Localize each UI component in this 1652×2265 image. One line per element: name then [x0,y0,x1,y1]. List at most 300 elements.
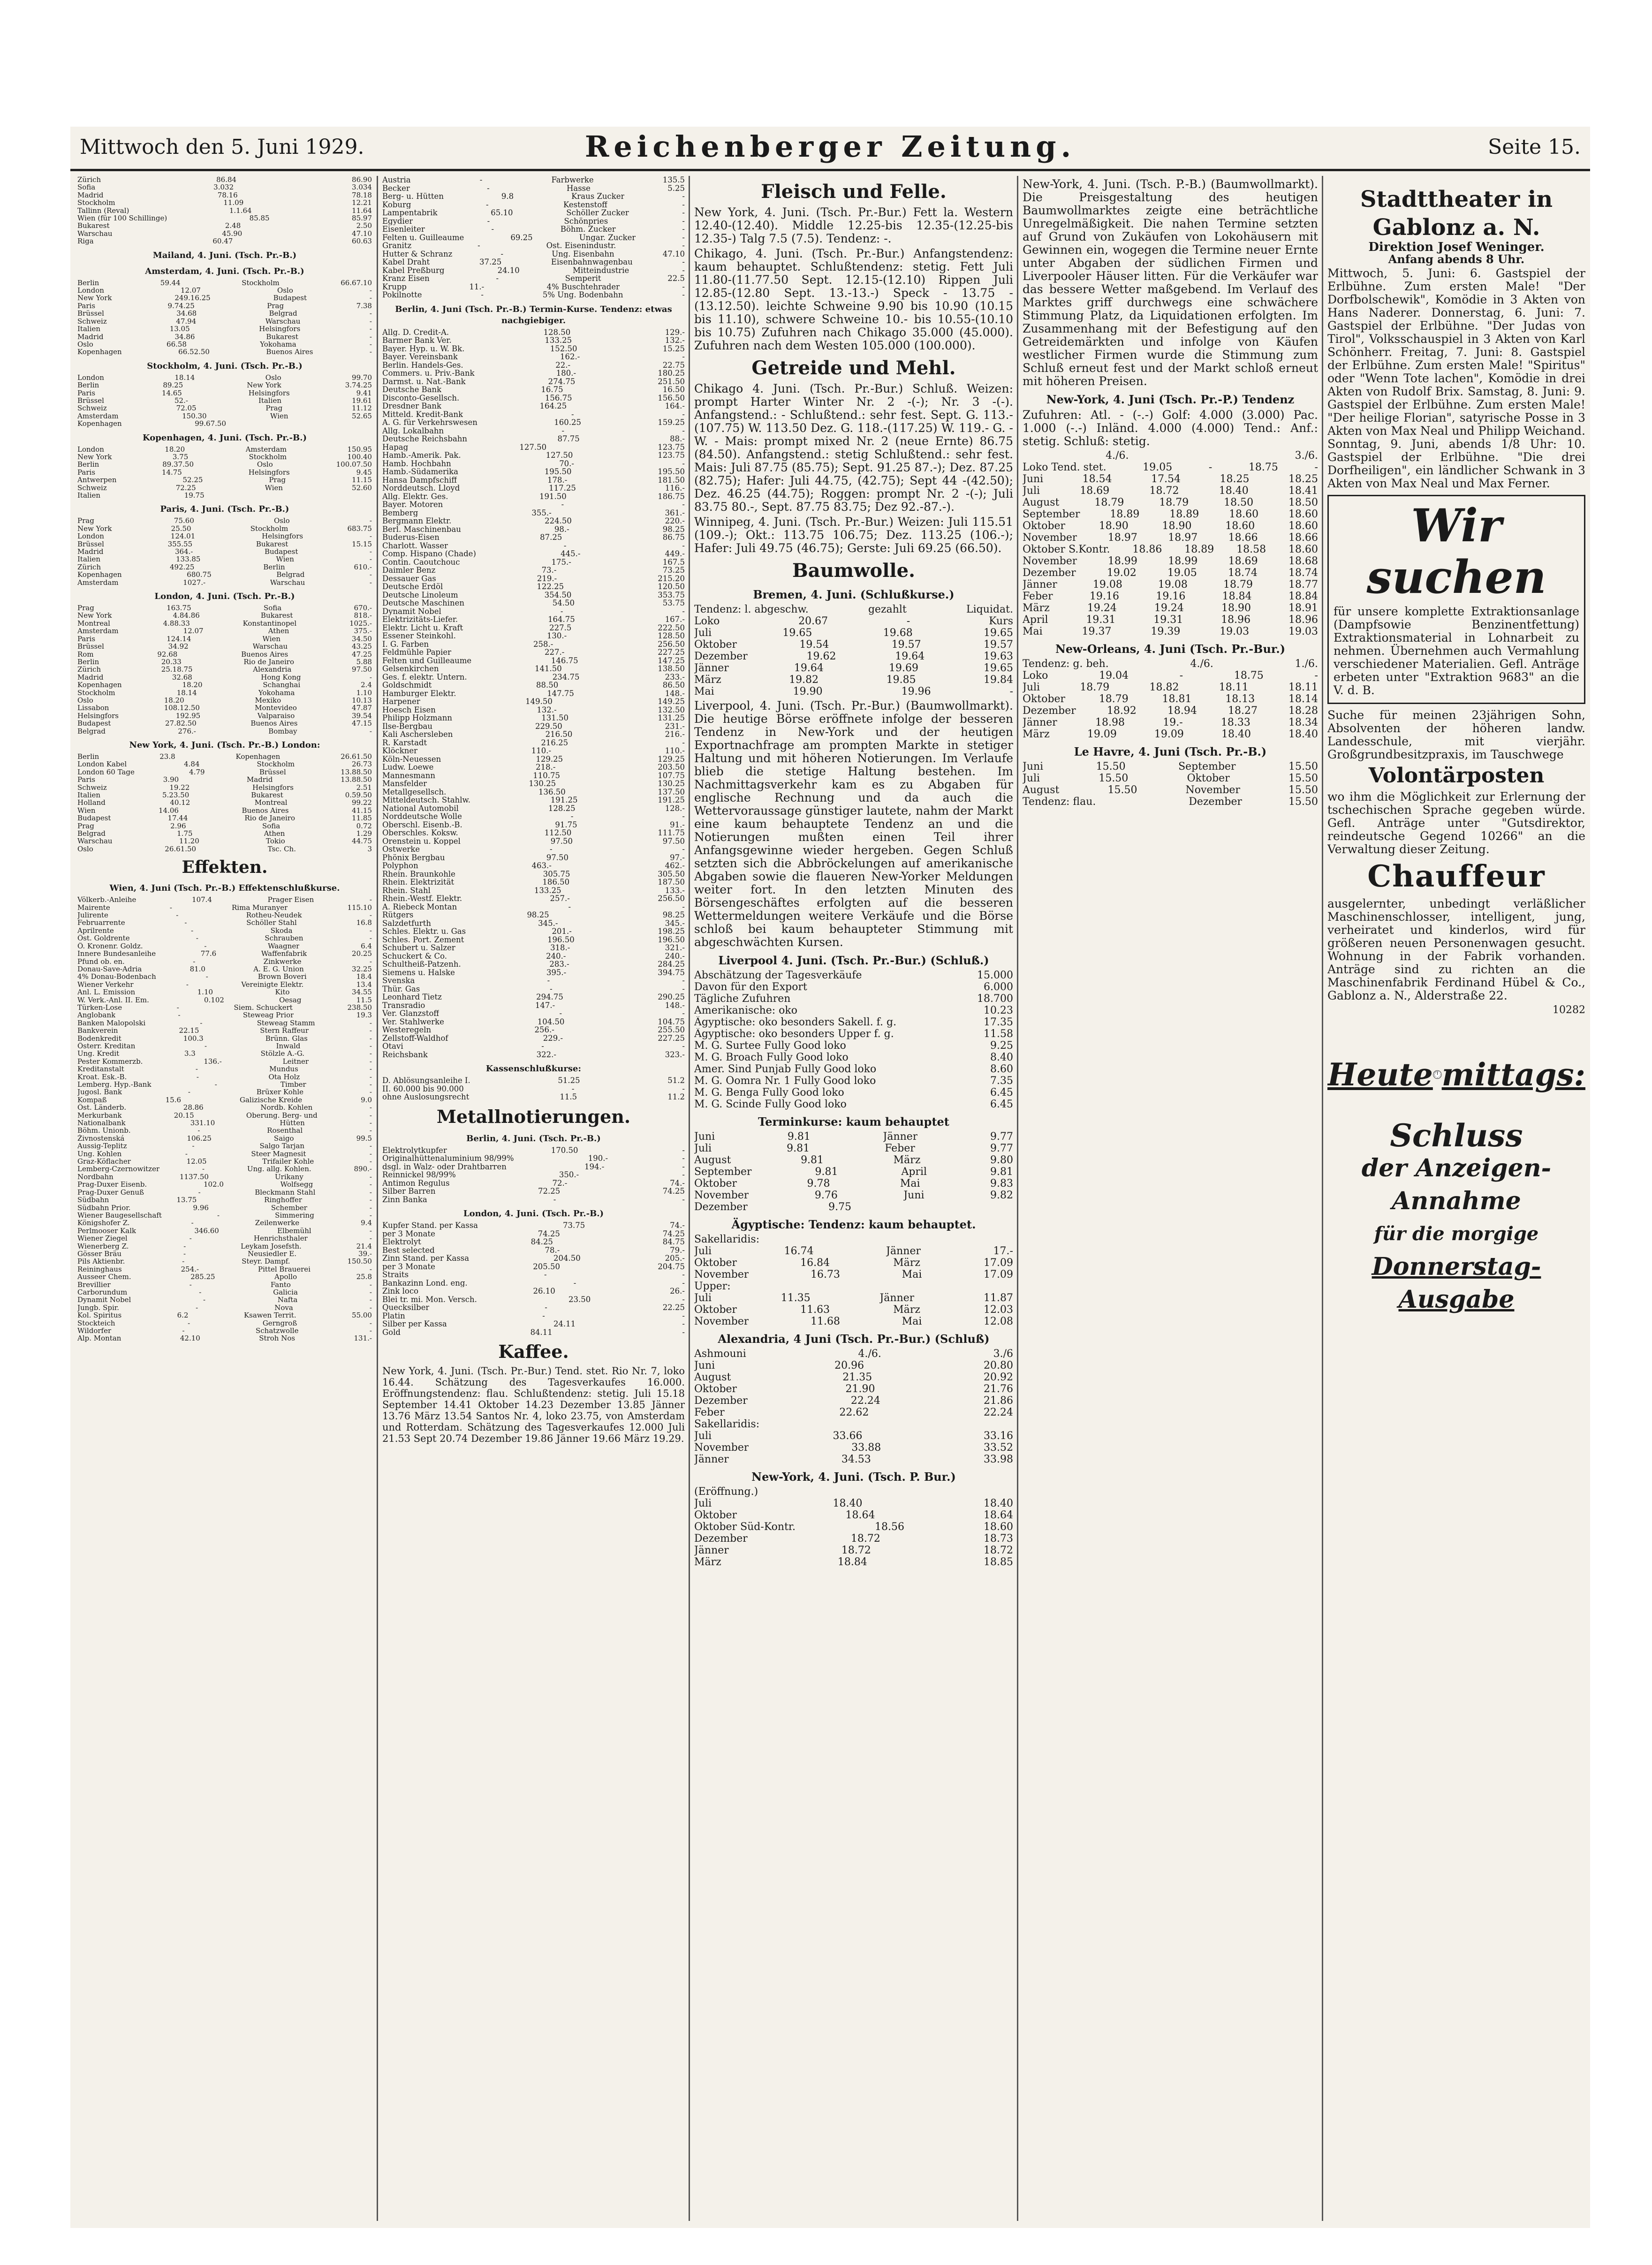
table-cell: New York [77,524,112,533]
table-cell: 19.65 [984,627,1013,639]
table-cell: 74.25 [662,1229,685,1238]
table-cell: 18.41 [1288,485,1318,497]
table-cell: Deutsche Erdöl [382,583,443,591]
table-row [382,242,685,250]
table-cell: 26.61.50 [165,845,197,853]
table-cell: 191.25 [658,796,685,804]
table-cell: 66.58 [167,340,187,348]
table-cell: Ägyptische: oko besonders Sakell. f. g. [694,1016,897,1028]
table-cell: Kupfer Stand. per Kassa [382,1221,478,1230]
table-cell: 52.65 [352,412,372,420]
table-cell: Ver. Stahlwerke [382,1017,444,1026]
table-cell: 18.20 [164,696,184,704]
ad-volontaer-text: wo ihm die Möglichkeit zur Erlernung der tschechischen Sprache gegeben würde. Gefl. Anträge unter "Gutsdirektor, reindeutsche Gegend 10266" an die Verwaltung dieser Zeitung. [1327,790,1585,856]
table-cell: D. Ablösungsanleihe I. [382,1076,470,1085]
table-row [1023,705,1318,717]
table-cell: 9.8 [501,192,514,201]
table-row [382,878,685,886]
table-cell: Steweag Stamm [257,1019,315,1027]
table-cell: - [682,410,685,418]
table-row [77,1050,372,1057]
table-cell: - [542,1311,545,1320]
table-cell: 11.2 [667,1093,685,1101]
table-cell: 680.75 [187,571,212,579]
table-row [382,386,685,394]
table-cell: 18.33 [1220,717,1250,728]
table-cell: Wien [77,806,96,815]
table-cell: - [682,1009,685,1018]
table-cell: 20.15 [174,1111,194,1120]
table-cell: Aprilrente [77,926,114,935]
table-cell: Bayer. Hyp. u. W. Bk. [382,344,465,353]
ny-cotton-header [1023,450,1318,462]
table-cell: Farbwerke [551,176,594,184]
table-cell: - [191,1219,194,1227]
table-cell: 132.50 [658,705,685,714]
table-cell: Ausseer Chem. [77,1273,131,1281]
table-row [694,1131,1013,1143]
table-cell: Harpener [382,697,420,706]
theatre-title: Stadttheater in Gablonz a. N. [1360,186,1553,241]
table-cell: 128.50 [658,632,685,640]
table-cell: Antimon Regulus [382,1179,450,1187]
table-row [382,542,685,550]
table-cell: Carborundum [77,1288,128,1296]
table-cell: 18.34 [1288,717,1318,728]
table-cell: - [682,266,685,274]
table-cell: Best selected [382,1246,435,1254]
table-cell: Mannesmann [382,771,435,780]
table-cell: Paris [77,468,96,477]
table-cell: 18.27 [1228,705,1258,717]
table-row [694,993,1013,1005]
table-row [382,1187,685,1196]
table-row [382,689,685,698]
table-cell: Südbahn [77,1196,109,1204]
table-cell: - [369,1319,372,1327]
table-cell: Dezember [1189,796,1243,808]
table-cell: A. G. für Verkehrswesen [382,418,477,427]
table-row [77,1242,372,1250]
table-cell: Bankazinn Lond. eng. [382,1279,468,1287]
table-row [382,1246,685,1255]
table-row [1023,614,1318,626]
table-cell: 21.90 [845,1383,875,1395]
table-cell: 129.- [665,328,685,336]
table-cell: Jänner [883,1131,918,1143]
table-cell: 74.25 [662,1187,685,1196]
table-row [694,1292,1013,1304]
table-cell: Tendenz: flau. [1023,796,1096,808]
table-cell: 5% Ung. Bodenbahn [542,291,623,299]
table-cell: - [682,985,685,993]
table-cell: 11.64 [352,206,372,215]
table-cell: 45.90 [222,229,242,238]
table-row [382,845,685,854]
table-row [694,686,1013,697]
table-cell: 97.50 [546,853,568,862]
cotton-market-column [1023,176,1318,2221]
table-cell: Rhein. Braunkohle [382,870,455,878]
table-cell: - [682,1162,685,1171]
table-row [694,1075,1013,1087]
berlin-table [382,328,685,1059]
table-cell: Rhein. Stahl [382,886,431,894]
table-cell: 22.5 [667,274,685,283]
table-row [77,237,372,245]
table-cell: Helsingfors [248,468,290,477]
table-cell: 74.- [670,1221,685,1230]
table-row [382,1154,685,1163]
table-cell: November [1023,532,1077,544]
table-cell: 181.50 [658,476,685,484]
table-cell: 18.14 [174,373,195,382]
table-cell: Kali Aschersleben [382,730,453,739]
table-cell: Sofia [263,604,282,612]
table-row [77,760,372,768]
table-cell: Kroat. Esk.-B. [77,1073,127,1081]
table-cell: New York [77,294,112,302]
table-cell: 164.- [665,402,685,410]
table-cell: Hamb.-Amerik. Pak. [382,451,461,460]
table-row [382,468,685,476]
table-row [1023,579,1318,591]
table-cell: 323.- [665,1050,685,1059]
table-row [382,369,685,378]
table-cell: 78.- [545,1246,560,1254]
table-cell: - [563,541,567,550]
table-cell: 194.- [584,1162,605,1171]
table-cell: 18.75 [1248,462,1278,473]
table-cell: Lemberg-Czernowitzer [77,1165,160,1173]
table-cell: 15.25 [662,344,685,353]
table-cell: Oktober [1023,520,1066,532]
table-cell: 72.25 [175,484,196,492]
column-rule [1322,176,1323,2221]
table-row [382,1295,685,1304]
table-cell: Hasse [566,184,591,192]
table-cell: - [682,1084,685,1093]
table-cell: 9.78 [807,1178,830,1189]
table-cell: - [183,1250,186,1258]
table-cell: Prag [269,476,286,484]
table-cell: Kopenhagen [77,420,122,428]
table-cell: September [694,1166,752,1178]
table-cell: - [682,1171,685,1179]
column-rule [689,176,690,2221]
table-cell: Feber [1023,591,1053,602]
table-cell: März [1023,602,1050,614]
table-cell: Oberschles. Koksw. [382,829,458,837]
table-cell: Neusiedler E. [248,1250,297,1258]
table-cell: - [571,410,574,418]
metal-london-heading: London, 4. Juni. (Tsch. Pr.-B.) [463,1209,604,1219]
table-cell: 18.96 [1288,614,1318,626]
theatre-direction: Direktion Josef Weninger. [1368,240,1545,254]
table-cell: 22.24 [984,1407,1013,1418]
table-row [77,310,372,317]
table-cell: 99.70 [352,373,372,382]
table-row [382,673,685,682]
table-cell: London [77,532,104,540]
table-row [382,234,685,242]
table-cell: Banken Malopolski [77,1019,146,1027]
table-cell: Anl. L. Emission [77,988,136,996]
table-row [382,1026,685,1034]
table-cell: Budapest [77,720,111,727]
table-cell: Tägliche Zufuhren [694,993,791,1005]
table-cell: - [217,1211,220,1220]
table-cell: - [568,902,571,911]
table-row [382,772,685,780]
table-cell: 19.57 [983,639,1013,651]
table-row [77,996,372,1004]
table-row [77,525,372,532]
table-cell: Schöller Zucker [566,209,629,217]
table-cell: 3.034 [352,183,372,191]
table-row [77,294,372,302]
table-cell: Loko [694,615,720,627]
table-cell: Berlin [77,461,99,469]
table-row [77,404,372,412]
table-cell: Athen [268,627,289,635]
table-row [694,1028,1013,1040]
table-cell: 117.25 [549,484,576,492]
table-cell: November [1023,555,1077,567]
table-cell: 55.00 [352,1311,372,1319]
table-row [77,651,372,658]
table-cell: 85.97 [352,214,372,222]
table-cell: 9.25 [990,1040,1013,1052]
table-cell: Öst. Eisenindustr. [546,242,616,250]
table-cell: - [682,607,685,615]
table-cell: - [369,532,372,540]
table-cell: 17.- [993,1245,1013,1257]
table-cell: London Kabel [77,760,127,768]
table-row [77,287,372,294]
table-cell: Ashmouni [694,1348,746,1360]
table-cell: 353.75 [658,591,685,599]
table-cell: 147.- [535,1001,555,1009]
table-cell: 87.75 [557,435,580,443]
ad-deadline-heute: Heute [1327,1056,1433,1093]
table-cell: - [570,812,574,821]
table-cell: Egydier [382,217,413,225]
table-cell: 106.25 [187,1134,212,1143]
table-cell: London [77,373,104,382]
table-cell: 60.47 [212,237,233,245]
table-cell: 149.25 [658,697,685,706]
table-cell: Brüssel [77,540,104,548]
table-row [382,894,685,903]
vienna-heading: Wien, 4. Juni (Tsch. Pr.-B.) Effektenschlußkurse. [109,883,340,894]
table-cell: 11.87 [984,1292,1013,1304]
table-cell: 133.85 [175,555,201,563]
table-cell: - [369,1050,372,1058]
table-cell: 9.76 [814,1189,838,1201]
table-cell: - [369,517,372,525]
table-cell: 53.75 [662,599,685,607]
table-cell: 4./6. [1190,658,1213,670]
table-cell: Berlin [263,563,285,571]
clock-numeral: 5 [1438,1076,1440,1078]
table-cell: Blei tr. mi. Mon. Versch. [382,1295,477,1303]
table-cell: W. Verk.-Anl. II. Em. [77,996,149,1004]
ad-deadline-line3: Donnerstag-Ausgabe [1372,1252,1541,1314]
table-cell: 18.14 [1288,693,1318,705]
table-cell: - [369,1188,372,1197]
table-cell: 18.60 [1229,508,1259,520]
table-cell: Oktober [694,1383,737,1395]
issue-date: Mittwoch den 5. Juni 1929. [80,135,364,159]
table-row [77,1135,372,1142]
table-cell: 42.10 [180,1334,200,1342]
table-cell: Abschätzung der Tagesverkäufe [694,970,862,981]
table-cell: 102.0 [203,1181,224,1189]
table-cell: 13.05 [169,325,190,333]
table-cell: 17.54 [1151,473,1181,485]
table-row [77,1257,372,1265]
table-row [694,639,1013,651]
table-cell: 227.5 [549,623,572,632]
table-cell: 129.25 [658,755,685,763]
table-cell: 256.50 [658,640,685,648]
table-cell: 24.11 [553,1320,576,1328]
column-rule [1017,176,1018,2221]
table-cell: Juli [694,1498,712,1509]
table-cell: Stockholm [257,760,295,768]
table-cell: 18.77 [1288,579,1318,591]
table-cell: Simmering [275,1211,314,1220]
table-cell: 364.- [174,548,193,556]
table-cell: Prag [77,517,94,525]
table-cell: A. E. G. Union [253,965,304,973]
table-row [694,1371,1013,1383]
table-row [382,1001,685,1010]
table-cell: 227.25 [658,1034,685,1042]
table-cell: 1.29 [356,830,372,838]
table-cell: 15.50 [1288,784,1318,796]
table-cell: Mitteindustrie [572,266,629,274]
table-cell: Rima Muranyer [232,903,288,912]
table-cell: 100.07.50 [336,461,372,469]
table-cell: Mexiko [255,696,281,704]
table-cell: 73.75 [562,1221,585,1230]
table-row [382,353,685,361]
ad-wir-suchen-headline: Wir suchen [1366,499,1546,604]
table-cell: Dezember [694,1395,748,1407]
table-cell: 77.6 [200,950,217,958]
table-row [382,378,685,386]
table-cell: 40.12 [170,799,190,807]
table-cell: Madrid [77,548,104,556]
table-cell: 47.87 [352,704,372,712]
table-cell: 4.84 [184,760,200,768]
table-cell: Jänner [879,1292,915,1304]
table-row [77,1019,372,1027]
table-cell: 18.11 [1219,682,1249,693]
table-cell: - [682,1320,685,1328]
table-cell: 187.50 [658,878,685,886]
table-cell: Lampentabrik [382,209,438,217]
table-row [694,970,1013,981]
table-row [382,927,685,936]
table-row [382,525,685,534]
table-row [694,1269,1013,1280]
table-cell: - [186,980,189,989]
stockholm-heading: Stockholm, 4. Juni. (Tsch. Pr.-B.) [147,361,303,371]
table-row [77,183,372,191]
table-cell: 354.50 [544,591,572,599]
table-cell: Oslo [277,287,293,295]
egyptian-table [694,1245,1013,1280]
table-cell: 89.37.50 [162,461,194,469]
vienna-table-continued [382,176,685,299]
table-row [77,1227,372,1235]
table-cell: Gerngroß [262,1319,297,1327]
table-cell: Amsterdam [77,412,119,420]
table-cell: 15.000 [977,970,1013,981]
table-cell: 32.68 [172,673,192,682]
table-cell: Oktober [694,1304,737,1316]
table-cell: 18.79 [1223,579,1253,591]
table-cell: Bukarest [266,333,298,341]
table-row [77,492,372,499]
table-cell: Bergmann Elektr. [382,517,452,525]
table-cell: November [694,1442,749,1454]
table-cell: - [682,1042,685,1051]
table-cell: 14.65 [161,389,182,397]
neworleans-header [1023,658,1318,670]
table-row [382,283,685,291]
table-cell: 10.13 [352,696,372,704]
table-row [77,776,372,783]
table-row [382,575,685,583]
table-cell: R. Karstadt [382,738,427,747]
table-cell: Reichsbank [382,1050,428,1059]
table-cell: 86.75 [662,533,685,542]
table-row [77,1004,372,1011]
table-row [694,1498,1013,1509]
table-row [694,1407,1013,1418]
table-cell: 19.09 [1087,728,1117,740]
table-cell: Feldmühle Papier [382,648,452,657]
table-row [77,1027,372,1034]
table-row [77,1127,372,1134]
table-cell: Brevillier [77,1280,111,1288]
kassa-heading: Kassenschlußkurse: [485,1064,582,1074]
table-row [77,1304,372,1311]
table-cell: Buenos Aires [241,650,288,658]
table-cell: Öst. Goldrente [77,934,130,942]
table-cell: 33.66 [833,1430,863,1442]
table-cell: Sofia [77,183,96,191]
table-cell: - [477,242,480,250]
table-cell: - [369,1104,372,1112]
table-cell: Hong Kong [261,673,301,682]
table-cell: - [369,317,372,326]
table-cell: 19.24 [1154,602,1184,614]
table-cell: Kestenstoff [563,200,607,209]
table-cell: 146.75 [551,656,578,665]
table-cell: 18.13 [1225,693,1255,705]
table-cell: Koburg [382,200,411,209]
table-cell: - [369,896,372,904]
table-row [382,755,685,764]
table-cell: - [369,1158,372,1166]
table-cell: Rom [77,650,94,658]
table-cell: - [369,1235,372,1242]
